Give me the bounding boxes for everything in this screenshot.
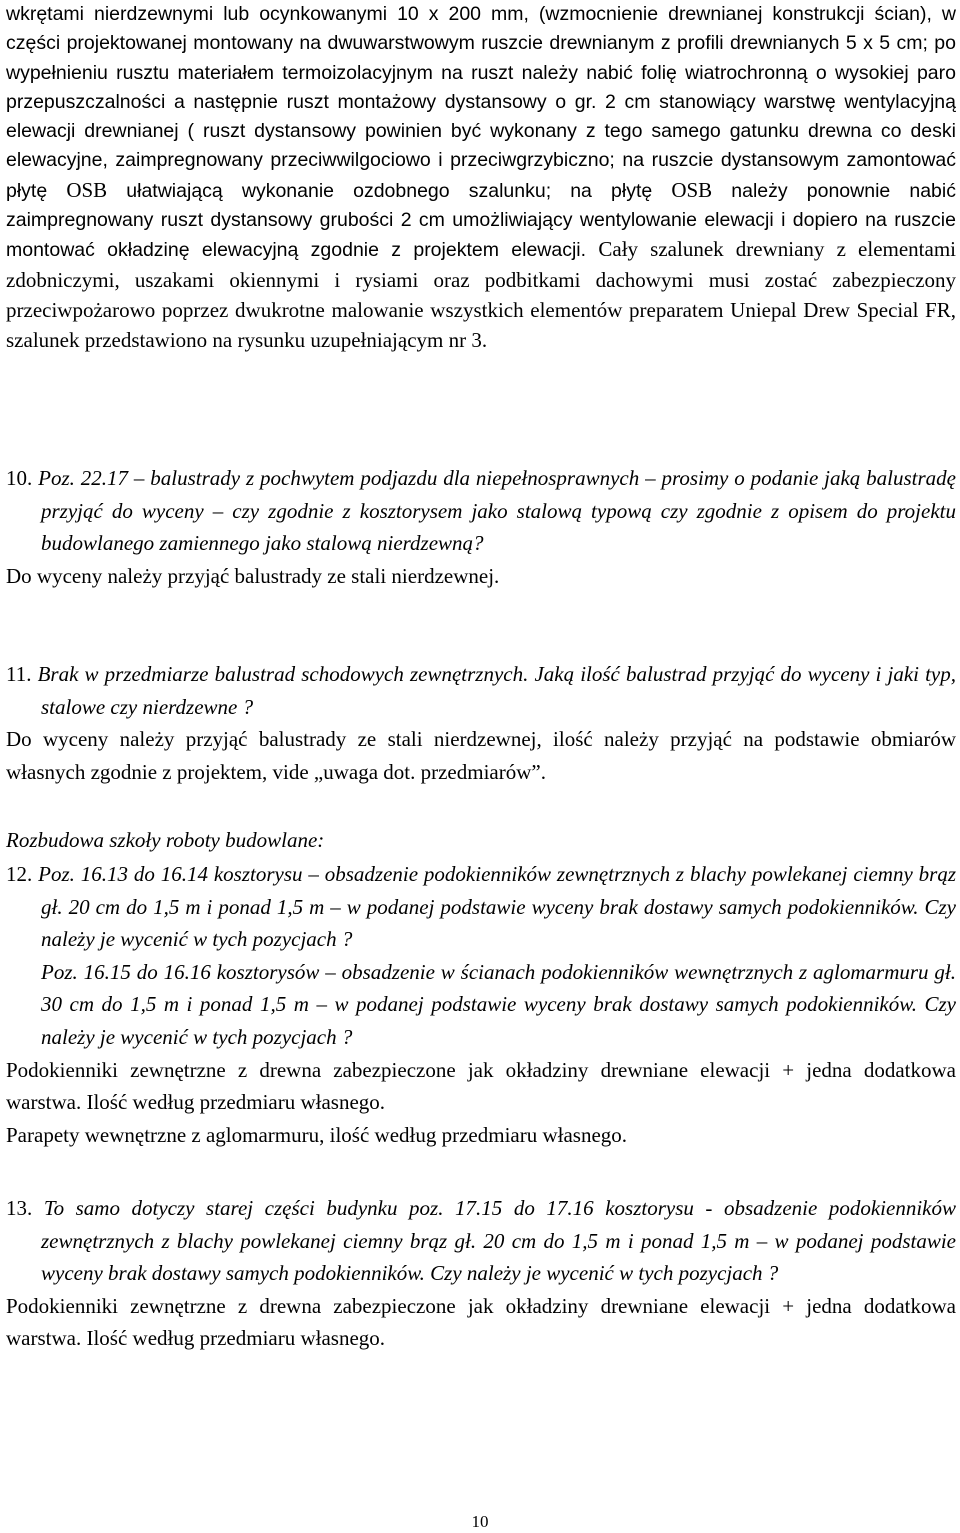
- question-10-text: [6, 462, 956, 560]
- intro-osb-1: OSB: [66, 177, 108, 202]
- answer-10: Do wyceny należy przyjąć balustrady ze stali nierdzewnej.: [6, 563, 500, 588]
- question-10: [6, 462, 956, 592]
- answer-12-a: Podokienniki zewnętrzne z drewna zabezpieczone jak okładziny drewniane elewacji + jedna dodatkowa warstwa. Ilość według przedmiaru własnego.: [6, 1057, 956, 1115]
- question-12-text-a: [6, 858, 956, 956]
- section-heading: Rozbudowa szkoły roboty budowlane:: [6, 828, 325, 852]
- answer-11: Do wyceny należy przyjąć balustrady ze stali nierdzewnej, ilość należy przyjąć na podstawie obmiarów własnych zgodnie z projektem, vide „uwaga dot. przedmiarów”.: [6, 727, 956, 784]
- intro-serif-tail: Cały szalunek drewniany z elementami zdobniczymi, uszakami okiennymi i rysiami oraz podbitkami dachowymi musi zostać zabezpieczony przeciwpożarowo poprzez dwukrotne malowanie wszystkich elementów preparatem Uniepal Drew Special FR, szalunek przedstawiono na rysunku uzupełniającym nr 3.: [6, 237, 956, 353]
- question-12: [6, 858, 956, 1151]
- intro-text-part3: należy ponownie nabić zaimpregnowany ruszt dystansowy grubości 2 cm umożliwiający wentylowanie elewacji i dopiero na ruszcie montować okładzinę elewacyjną zgodnie z projektem elewacji.: [6, 179, 956, 262]
- question-12-body-a: Poz. 16.13 do 16.14 kosztorysu – obsadzenie podokienników zewnętrznych z blachy powlekanej ciemny brąz gł. 20 cm do 1,5 m i ponad 1,5 m – w podanej podstawie wyceny brak dostawy samych podokienników. Czy należy je wycenić w tych pozycjach ?: [38, 862, 956, 952]
- question-11-number: 11.: [6, 662, 32, 686]
- question-10-number: 10.: [6, 466, 33, 490]
- question-12-text-b: Poz. 16.15 do 16.16 kosztorysów – obsadzenie w ścianach podokienników wewnętrznych z aglomarmuru gł. 30 cm do 1,5 m i ponad 1,5 m – w podanej podstawie wyceny brak dostawy samych podokienników. Czy należy je wycenić w tych pozycjach ?: [41, 959, 956, 1049]
- question-11-text: [6, 658, 956, 723]
- answer-13: Podokienniki zewnętrzne z drewna zabezpieczone jak okładziny drewniane elewacji + jedna dodatkowa warstwa. Ilość według przedmiaru własnego.: [6, 1293, 956, 1351]
- intro-osb-2: OSB: [671, 177, 713, 202]
- intro-paragraph: [6, 0, 956, 357]
- page-number: 10: [471, 1512, 489, 1531]
- question-13: [6, 1192, 956, 1355]
- question-13-number: 13.: [6, 1196, 33, 1220]
- question-12-number: 12.: [6, 862, 33, 886]
- question-13-text: [6, 1192, 956, 1290]
- question-11: [6, 658, 956, 788]
- question-11-body: Brak w przedmiarze balustrad schodowych zewnętrznych. Jaką ilość balustrad przyjąć do wyceny i jaki typ, stalowe czy nierdzewne ?: [37, 662, 956, 719]
- question-10-body: Poz. 22.17 – balustrady z pochwytem podjazdu dla niepełnosprawnych – prosimy o podanie jaką balustradę przyjąć do wyceny – czy zgodnie z kosztorysem jako stalową typową czy zgodnie z opisem do projektu budowlanego zamiennego jako stalową nierdzewną?: [38, 466, 956, 556]
- intro-text-part1: wkrętami nierdzewnymi lub ocynkowanymi 10 x 200 mm, (wzmocnienie drewnianej konstrukcji ścian), w części projektowanej montowany na dwuwarstwowym ruszcie drewnianym z profili drewnianych 5 x 5 cm; po wypełnieniu rusztu materiałem termoizolacyjnym na ruszt należy nabić folię wiatrochronną o wysokiej paro przepuszczalności a następnie ruszt montażowy dystansowy o gr. 2 cm stanowiący warstwę wentylacyjną elewacji drewnianej ( ruszt dystansowy powinien być wykonany z tego samego gatunku drewna co deski elewacyjne, zaimpregnowany przeciwwilgociowo i przeciwgrzybiczno; na ruszcie dystansowym zamontować płytę: [6, 3, 956, 202]
- intro-text-part2: ułatwiającą wykonanie ozdobnego szalunku; na płytę: [126, 179, 653, 202]
- question-13-body: To samo dotyczy starej części budynku poz. 17.15 do 17.16 kosztorysu - obsadzenie podokienników zewnętrznych z blachy powlekanej ciemny brąz gł. 20 cm do 1,5 m i ponad 1,5 m – w podanej podstawie wyceny brak dostawy samych podokienników. Czy należy je wycenić w tych pozycjach ?: [41, 1196, 957, 1286]
- answer-12-b: Parapety wewnętrzne z aglomarmuru, ilość według przedmiaru własnego.: [6, 1122, 628, 1147]
